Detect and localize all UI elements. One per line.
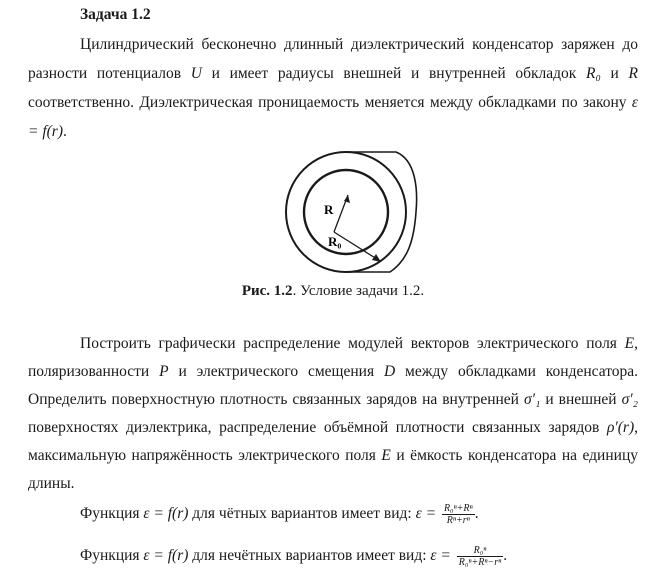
- formula-end: .: [474, 505, 479, 523]
- text-segment: поверхностях диэлектрика, распределение объёмной плотности связанных зарядов: [28, 419, 607, 436]
- formula-prefix: Функция: [80, 505, 144, 523]
- text-segment: Построить графически распределение модулей векторов электрического поля: [80, 335, 625, 352]
- text-segment: Цилиндрический бесконечно длинный диэлектрический конденсатор заряжен до разности потенциалов: [28, 36, 638, 82]
- var-sigma2: σ′₂: [621, 391, 638, 408]
- text-segment: , поляризованности: [28, 335, 638, 380]
- var-E: E: [624, 335, 635, 352]
- text-segment: и ёмкость конденсатора на единицу длины.: [28, 447, 638, 492]
- fraction-denominator: Rⁿ+rⁿ: [446, 515, 470, 526]
- formula-text: для нечётных вариантов имеет вид:: [188, 547, 431, 565]
- var-P: P: [159, 363, 169, 380]
- var-R0: R₀: [586, 65, 601, 82]
- formula-end: .: [503, 547, 508, 565]
- inner-electrode: [304, 170, 388, 254]
- text-segment: , максимальную напряжённость электрического поля: [28, 419, 638, 464]
- figure-caption: [0, 283, 666, 300]
- text-segment: .: [63, 123, 67, 140]
- formula-text: для чётных вариантов имеет вид:: [188, 505, 416, 523]
- text-segment: между обкладками конденсатора. Определить поверхностную плотность связанных зарядов на внутренней: [28, 363, 639, 408]
- formula-law: ε = f(r): [143, 505, 189, 523]
- text-segment: и внешней: [540, 391, 622, 408]
- problem-statement-paragraph: [28, 30, 638, 146]
- var-U: U: [190, 65, 202, 82]
- label-R: R: [324, 202, 334, 217]
- fraction: [457, 545, 504, 568]
- var-D: D: [383, 363, 396, 380]
- text-segment: и: [600, 65, 629, 82]
- fraction-numerator: R₀ⁿ: [457, 545, 504, 557]
- fraction-numerator: R₀ⁿ+Rⁿ: [443, 503, 473, 514]
- formula-law: ε = f(r): [143, 547, 189, 565]
- var-R: R: [628, 65, 639, 82]
- task-paragraph: [28, 330, 638, 498]
- caption-text: . Условие задачи 1.2.: [292, 283, 425, 299]
- law-epsilon: ε = f(r): [28, 94, 638, 140]
- formula-even-variants: [80, 503, 479, 526]
- formula-lhs: ε =: [415, 505, 440, 523]
- var-E-max: E: [381, 447, 391, 464]
- formula-odd-variants: [80, 545, 507, 568]
- formula-prefix: Функция: [80, 547, 144, 565]
- problem-title: Задача 1.2: [80, 6, 151, 23]
- text-segment: соответственно. Диэлектрическая проницаемость меняется между обкладками по закону: [28, 94, 632, 111]
- text-segment: и имеет радиусы внешней и внутренней обкладок: [201, 65, 587, 82]
- caption-label: Рис. 1.2: [241, 283, 293, 299]
- text-segment: и электрического смещения: [168, 363, 384, 380]
- fraction-denominator: R₀ⁿ+Rⁿ−rⁿ: [458, 557, 502, 568]
- var-sigma1: σ′₁: [523, 391, 541, 408]
- capacitor-figure: [268, 150, 448, 275]
- fraction: [442, 503, 475, 526]
- var-rho: ρ′(r): [606, 419, 635, 436]
- label-R0: R₀: [328, 234, 342, 249]
- formula-lhs: ε =: [430, 547, 455, 565]
